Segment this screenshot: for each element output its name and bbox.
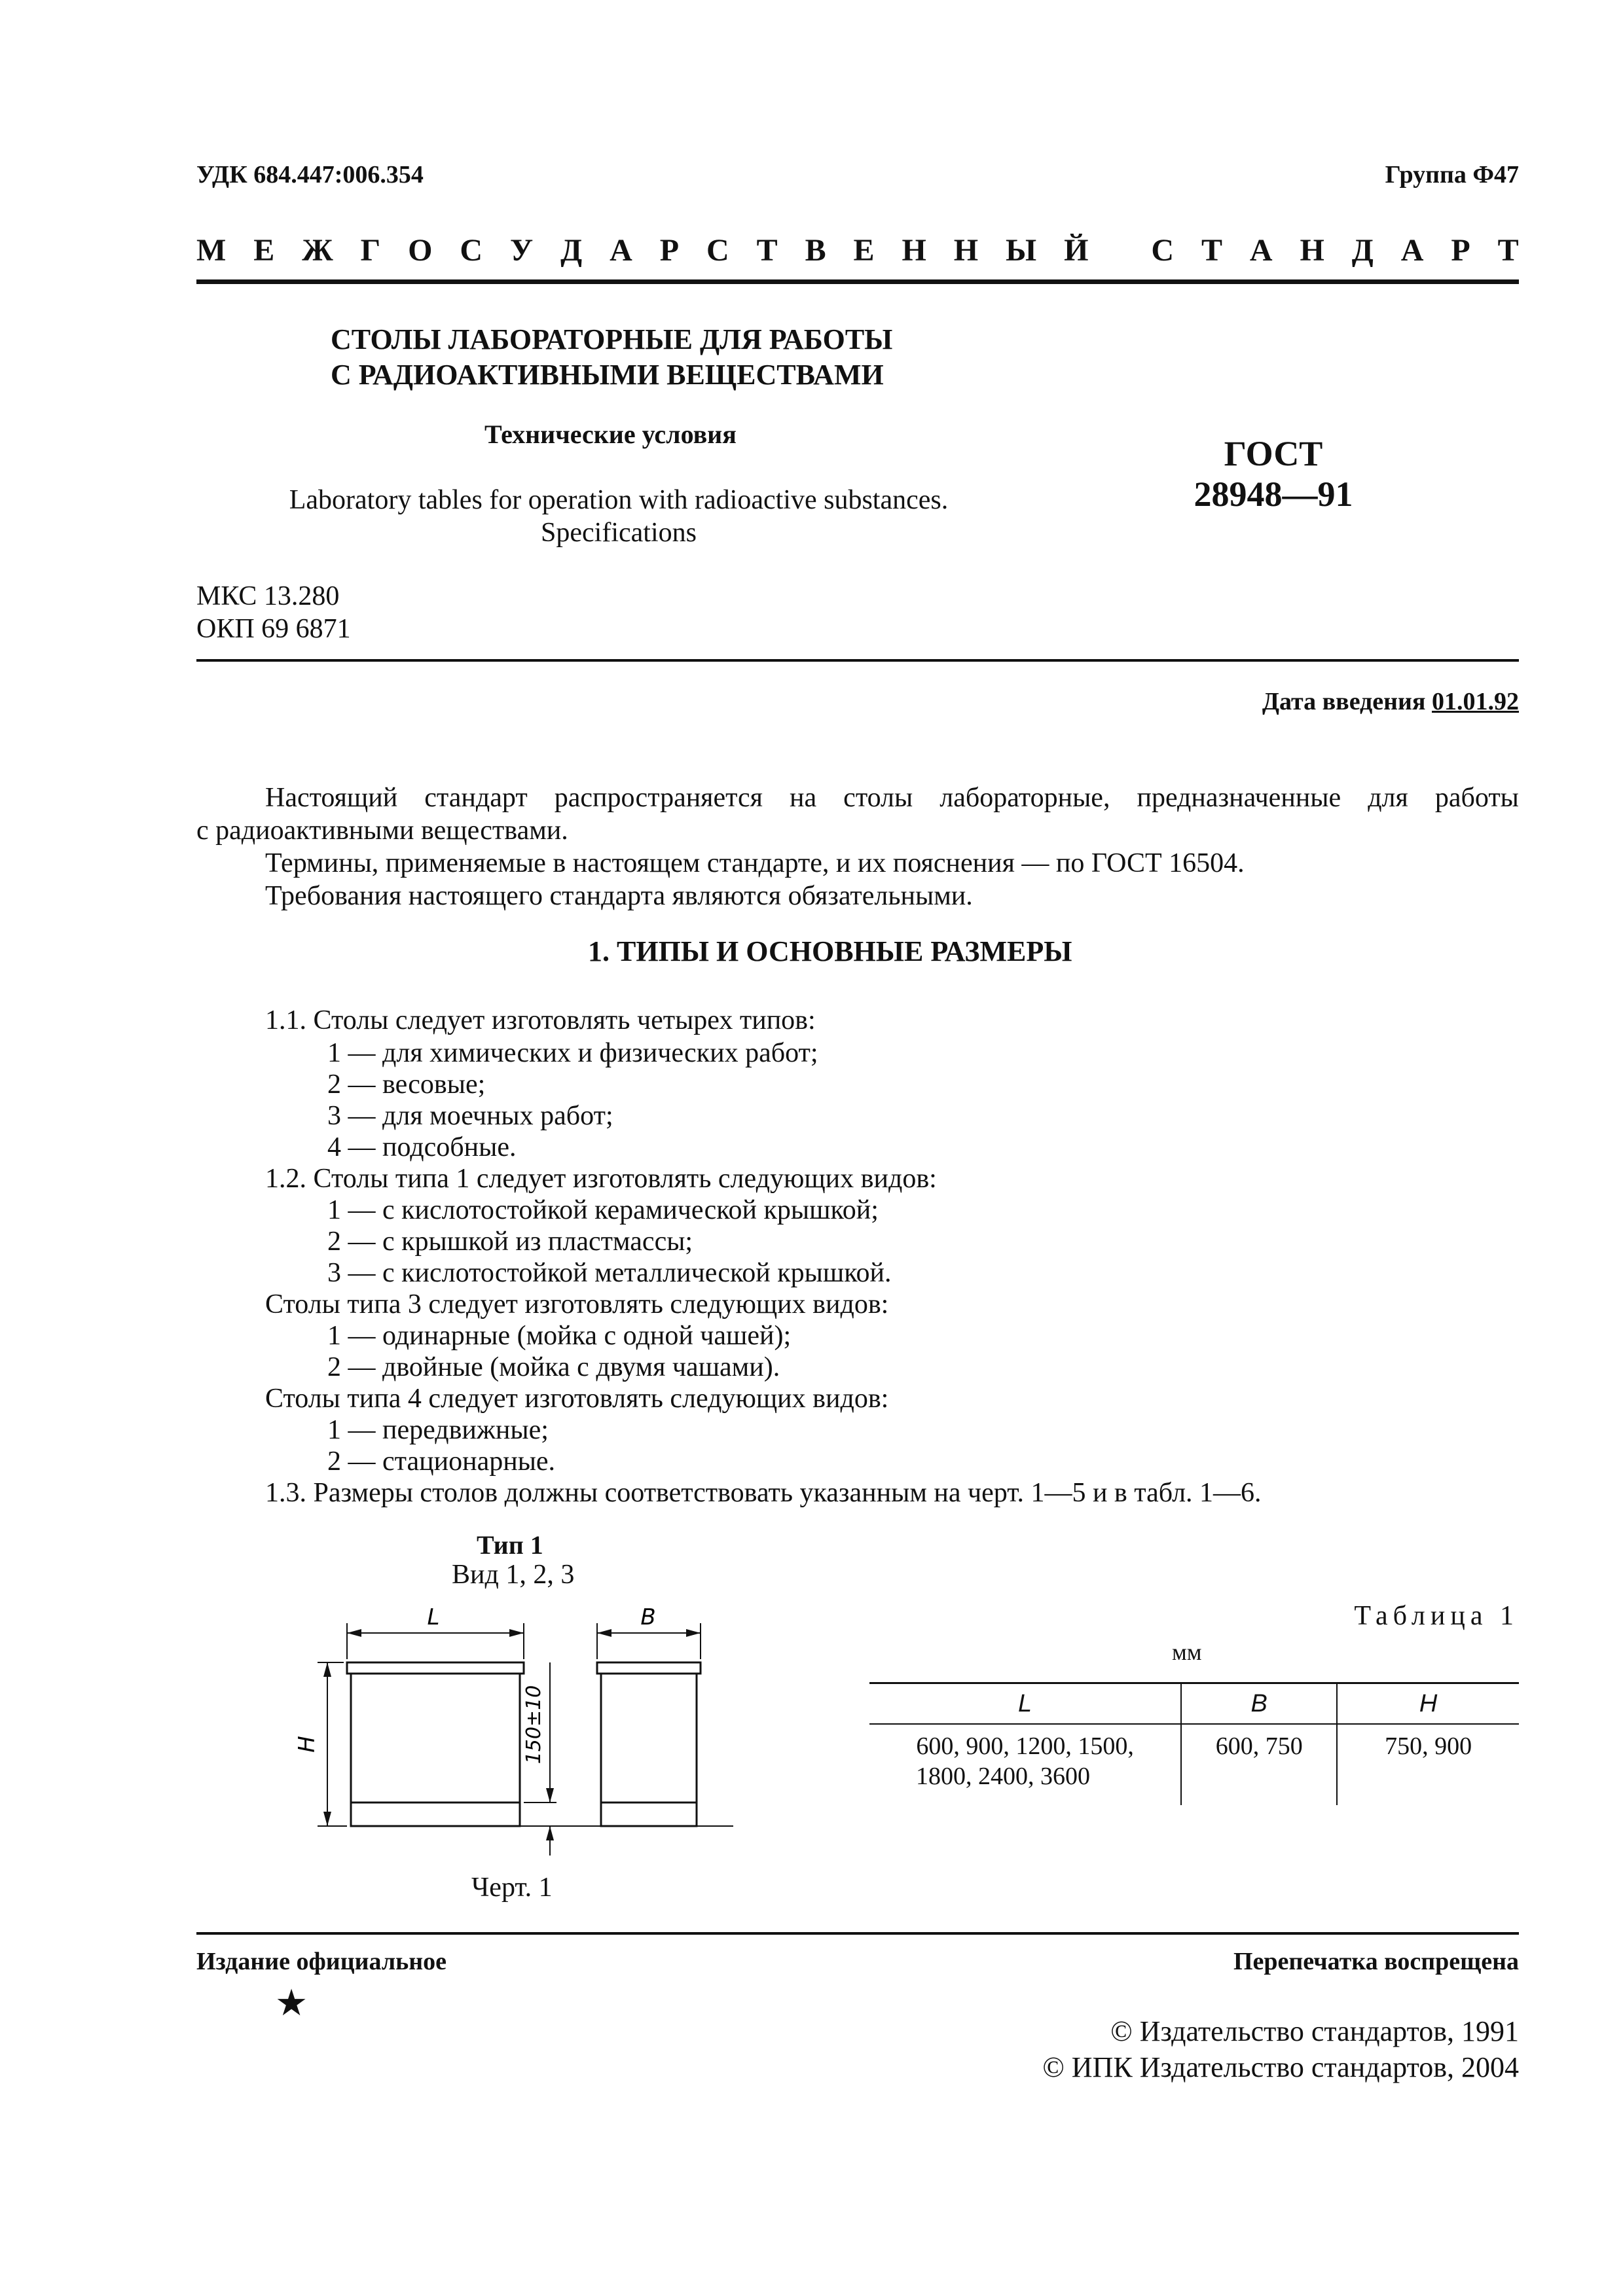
word: Настоящий xyxy=(265,783,398,813)
front-tabletop xyxy=(347,1662,524,1674)
type-item-3: 3 — для моечных работ; xyxy=(327,1101,613,1131)
intro-paragraph-1-line2: с радиоактивными веществами. xyxy=(196,816,568,846)
dim-label-150: 150±10 xyxy=(522,1685,545,1765)
heading-letter: Д xyxy=(1351,233,1374,268)
heading-letter: Р xyxy=(659,233,680,268)
table-1 xyxy=(869,1682,1519,1805)
heading-letter: Е xyxy=(853,233,875,268)
cell-l xyxy=(869,1724,1181,1805)
side-tabletop xyxy=(597,1662,701,1674)
star-icon: ★ xyxy=(275,1982,308,2024)
gost-label: ГОСТ xyxy=(1224,434,1323,473)
cell-b: 600, 750 xyxy=(1181,1724,1337,1805)
heading-letter: У xyxy=(509,233,534,268)
copyright-2004: © ИПК Издательство стандартов, 2004 xyxy=(1042,2051,1519,2083)
header-h: H xyxy=(1337,1683,1519,1725)
word: работы xyxy=(1434,783,1519,813)
mks-code: МКС 13.280 xyxy=(196,581,340,611)
heading-letter: А xyxy=(1400,233,1424,268)
copyright-1991: © Издательство стандартов, 1991 xyxy=(1110,2015,1519,2047)
heading-letter: В xyxy=(805,233,826,268)
intro-paragraph-2: Термины, применяемые в настоящем стандарте, и их пояснения — по ГОСТ 16504. xyxy=(265,848,1245,878)
word: на xyxy=(790,783,817,813)
table-row xyxy=(869,1724,1519,1805)
heading-letter: Т xyxy=(756,233,778,268)
title-rule xyxy=(196,659,1519,662)
type-4-kinds: Столы типа 4 следует изготовлять следующих видов: xyxy=(265,1384,889,1414)
type-item-2: 2 — весовые; xyxy=(327,1069,486,1100)
heading-letter: М xyxy=(196,233,227,268)
cell-h: 750, 900 xyxy=(1385,1732,1472,1760)
heading-letter: Т xyxy=(1497,233,1519,268)
table-1-unit: мм xyxy=(1172,1639,1202,1665)
intro-paragraph-3: Требования настоящего стандарта являются обязательными. xyxy=(265,881,973,911)
doc-title-line2: С РАДИОАКТИВНЫМИ ВЕЩЕСТВАМИ xyxy=(331,359,884,391)
official-edition: Издание официальное xyxy=(196,1948,447,1975)
intro-paragraph-1-line1 xyxy=(265,782,1519,814)
clause-1-1: 1.1. Столы следует изготовлять четырех типов: xyxy=(265,1005,816,1035)
reprint-prohibited: Перепечатка воспрещена xyxy=(1233,1948,1519,1975)
heading-letter: А xyxy=(610,233,632,268)
okp-code: ОКП 69 6871 xyxy=(196,614,351,644)
type-item-1: 1 — для химических и физических работ; xyxy=(327,1038,818,1068)
header-rule xyxy=(196,279,1519,284)
heading-letter xyxy=(1116,232,1123,268)
dim-label-h: H xyxy=(294,1736,320,1753)
kind-1-item-3: 3 — с кислотостойкой металлической крышкой. xyxy=(327,1258,892,1288)
standard-type-heading xyxy=(196,232,1519,268)
word: стандарт xyxy=(424,783,528,813)
clause-1-3: 1.3. Размеры столов должны соответствовать указанным на черт. 1—5 и в табл. 1—6. xyxy=(265,1478,1262,1508)
cell-l-line2: 1800, 2400, 3600 xyxy=(916,1763,1090,1790)
word: предназначенные xyxy=(1137,783,1341,813)
heading-letter: С xyxy=(1151,233,1174,268)
section-1-title: 1. ТИПЫ И ОСНОВНЫЕ РАЗМЕРЫ xyxy=(588,935,1072,967)
udk-code: УДК 684.447:006.354 xyxy=(196,161,424,188)
heading-letter: О xyxy=(408,233,433,268)
clause-1-2: 1.2. Столы типа 1 следует изготовлять следующих видов: xyxy=(265,1164,937,1194)
dim-label-l: L xyxy=(427,1604,440,1630)
heading-letter: Е xyxy=(253,233,275,268)
kind-1-item-1: 1 — с кислотостойкой керамической крышкой; xyxy=(327,1195,879,1225)
word: лабораторные, xyxy=(939,783,1110,813)
english-title-line1: Laboratory tables for operation with radioactive substances. xyxy=(289,485,949,515)
dim-label-b: B xyxy=(640,1604,656,1630)
table-1-caption: Таблица 1 xyxy=(1354,1601,1519,1631)
heading-letter: А xyxy=(1249,233,1273,268)
heading-letter: Г xyxy=(360,233,381,268)
intro-date xyxy=(1262,687,1519,716)
doc-subtitle: Технические условия xyxy=(484,420,737,449)
gost-number: 28948—91 xyxy=(1194,475,1353,514)
type-item-4: 4 — подсобные. xyxy=(327,1132,517,1162)
heading-letter: С xyxy=(460,233,483,268)
kind-1-item-2: 2 — с крышкой из пластмассы; xyxy=(327,1227,693,1257)
group-code: Группа Ф47 xyxy=(1385,161,1519,188)
heading-letter: Н xyxy=(902,233,926,268)
header-b: B xyxy=(1181,1683,1337,1725)
heading-letter: Н xyxy=(953,233,979,268)
kind-4-item-1: 1 — передвижные; xyxy=(327,1415,549,1445)
figure-view-label: Вид 1, 2, 3 xyxy=(452,1560,575,1590)
kind-4-item-2: 2 — стационарные. xyxy=(327,1446,556,1477)
type-3-kinds: Столы типа 3 следует изготовлять следующих видов: xyxy=(265,1289,889,1319)
heading-letter: Ж xyxy=(302,233,333,268)
heading-letter: Т xyxy=(1201,233,1222,268)
word: для xyxy=(1368,783,1408,813)
kind-3-item-2: 2 — двойные (мойка с двумя чашами). xyxy=(327,1352,780,1382)
word: распространяется xyxy=(554,783,763,813)
heading-letter: С xyxy=(706,233,729,268)
cell-l-line1: 600, 900, 1200, 1500, xyxy=(916,1732,1134,1760)
kind-3-item-1: 1 — одинарные (мойка с одной чашей); xyxy=(327,1321,792,1351)
footer-rule xyxy=(196,1932,1519,1935)
word: столы xyxy=(843,783,913,813)
table-drawing xyxy=(282,1597,740,1859)
heading-letter: Ы xyxy=(1006,233,1037,268)
figure-caption: Черт. 1 xyxy=(471,1873,553,1903)
doc-title-line1: СТОЛЫ ЛАБОРАТОРНЫЕ ДЛЯ РАБОТЫ xyxy=(331,323,893,355)
header-l: L xyxy=(869,1683,1181,1725)
intro-date-value: 01.01.92 xyxy=(1432,688,1519,715)
heading-letter: Д xyxy=(560,233,583,268)
intro-date-label: Дата введения xyxy=(1262,688,1432,715)
figure-type-label: Тип 1 xyxy=(477,1530,543,1560)
heading-letter: Н xyxy=(1300,233,1324,268)
table-header-row xyxy=(869,1683,1519,1725)
heading-letter: Р xyxy=(1451,233,1470,268)
english-title-line2: Specifications xyxy=(541,518,697,548)
heading-letter: Й xyxy=(1064,233,1089,268)
